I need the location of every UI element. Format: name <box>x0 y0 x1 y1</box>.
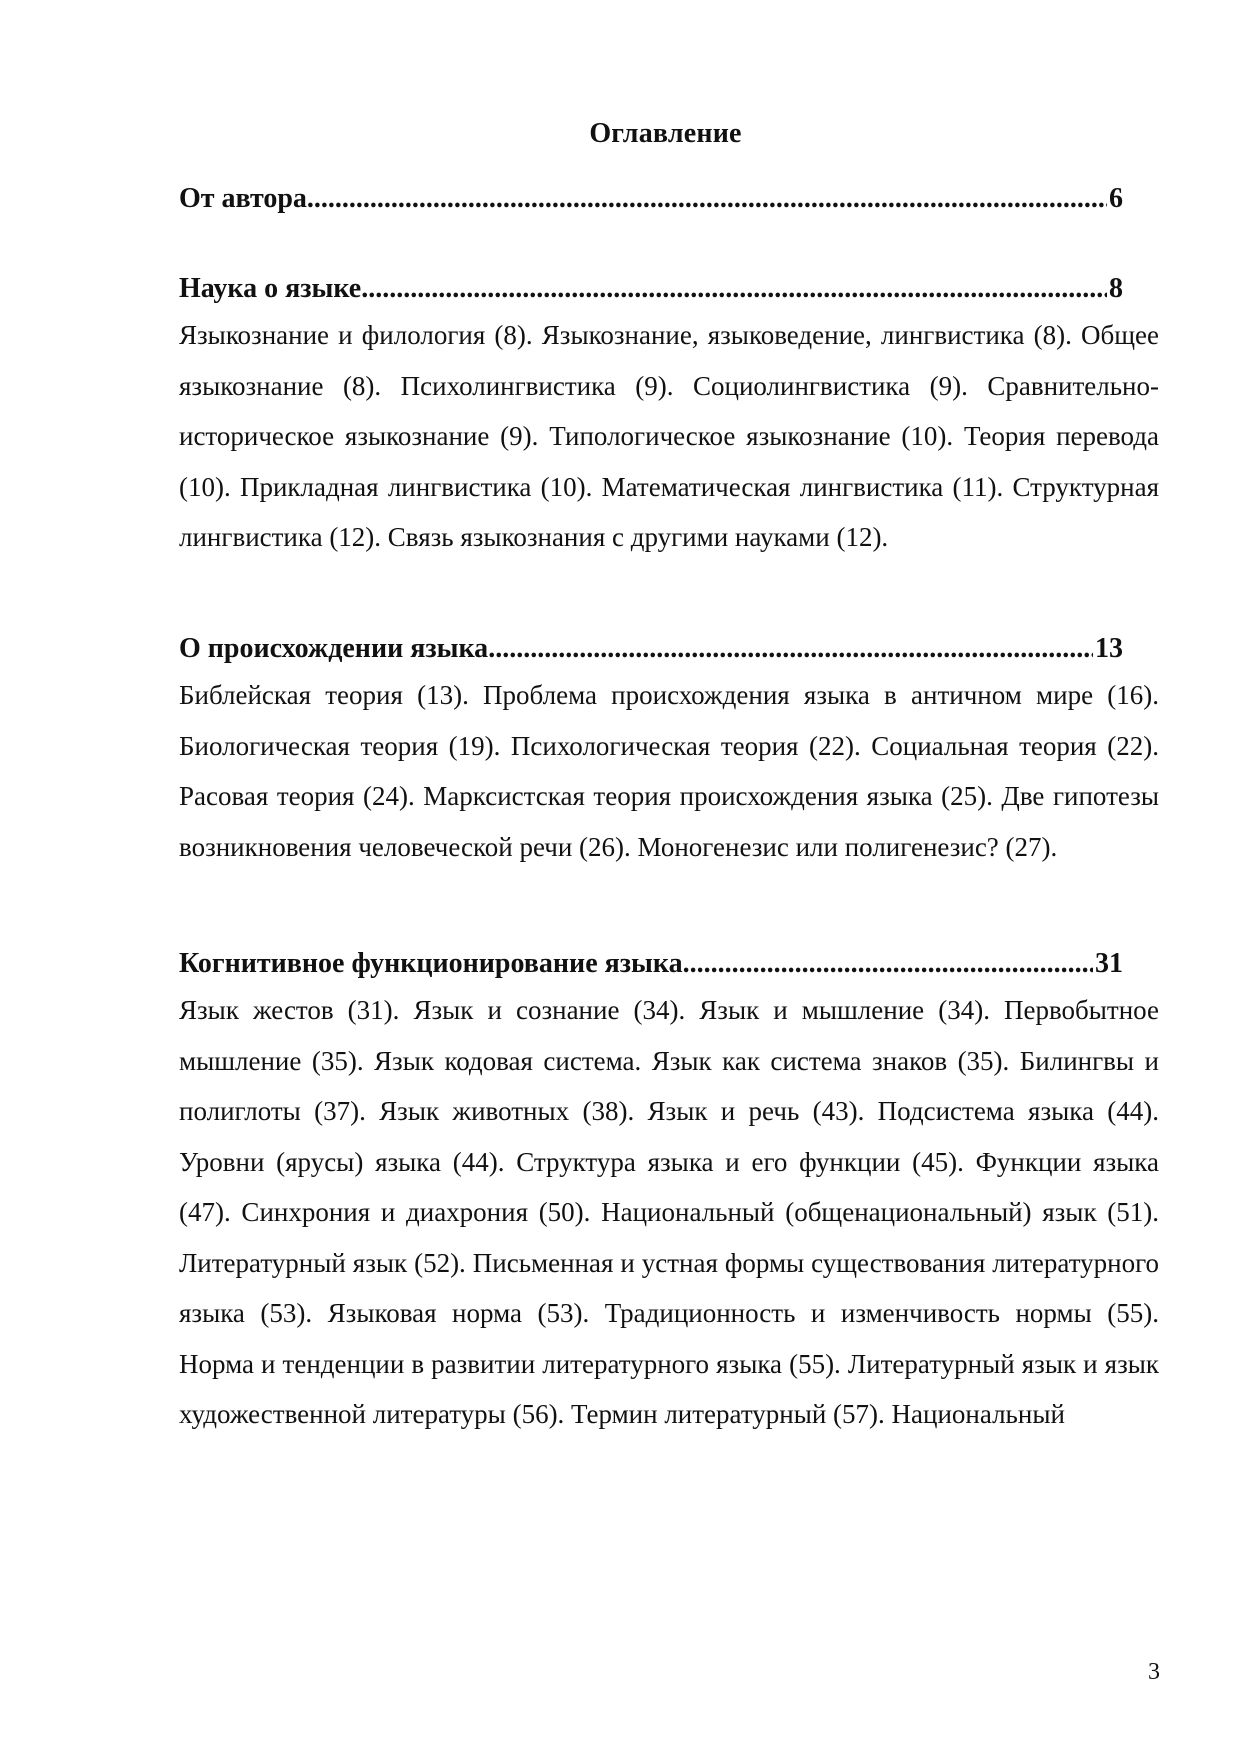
toc-entry-title: Когнитивное функционирование языка <box>179 948 683 979</box>
page-title: Оглавление <box>589 118 742 149</box>
page-number: 3 <box>1148 1659 1160 1685</box>
toc-dot-leader <box>307 183 1107 215</box>
toc-entry-title: Наука о языке <box>179 273 362 304</box>
toc-entry-page: 6 <box>1109 183 1123 214</box>
toc-entry-ot-avtora[interactable] <box>179 183 1123 215</box>
toc-entry-subtopics: Языкознание и филология (8). Языкознание, языковедение, лингвистика (8). Общее языкознание (8). Психолингвистика (9). Социолингвистика (9). Сравнительно-историческое языкознание (9). Типологическое языкознание (10). Теория перевода (10). Прикладная лингвистика (10). Математическая лингвистика (11). Структурная лингвистика (12). Связь языкознания с другими науками (12). <box>179 320 1159 552</box>
toc-entry-subtopics: Язык жестов (31). Язык и сознание (34). Язык и мышление (34). Первобытное мышление (35). Язык кодовая система. Язык как система знаков (35). Билингвы и полиглоты (37). Язык животных (38). Язык и речь (43). Подсистема языка (44). Уровни (ярусы) языка (44). Структура языка и его функции (45). Функции языка (47). Синхрония и диахрония (50). Национальный (общенациональный) язык (51). Литературный язык (52). Письменная и устная формы существования литературного языка (53). Языковая норма (53). Традиционность и изменчивость нормы (55). Норма и тенденции в развитии литературного языка (55). Литературный язык и язык художественной литературы (56). Термин литературный (57). Национальный <box>179 995 1159 1429</box>
toc-entry-page: 31 <box>1095 948 1123 979</box>
toc-entry-subtopics: Библейская теория (13). Проблема происхождения языка в античном мире (16). Биологическая теория (19). Психологическая теория (22). Социальная теория (22). Расовая теория (24). Марксистская теория происхождения языка (25). Две гипотезы возникновения человеческой речи (26). Моногенезис или полигенезис? (27). <box>179 680 1159 862</box>
toc-entry-o-proiskhozhdenii-yazyka[interactable] <box>179 633 1123 665</box>
toc-entry-kognitivnoe-funktsionirovanie[interactable] <box>179 948 1123 980</box>
toc-entry-page: 8 <box>1109 273 1123 304</box>
toc-dot-leader <box>488 633 1093 665</box>
toc-entry-title: От автора <box>179 183 307 214</box>
toc-entry-title: О происхождении языка <box>179 633 489 664</box>
toc-entry-nauka-o-yazyke[interactable] <box>179 273 1123 305</box>
toc-dot-leader <box>361 273 1107 305</box>
toc-entry-page: 13 <box>1095 633 1123 664</box>
toc-dot-leader <box>683 948 1093 980</box>
